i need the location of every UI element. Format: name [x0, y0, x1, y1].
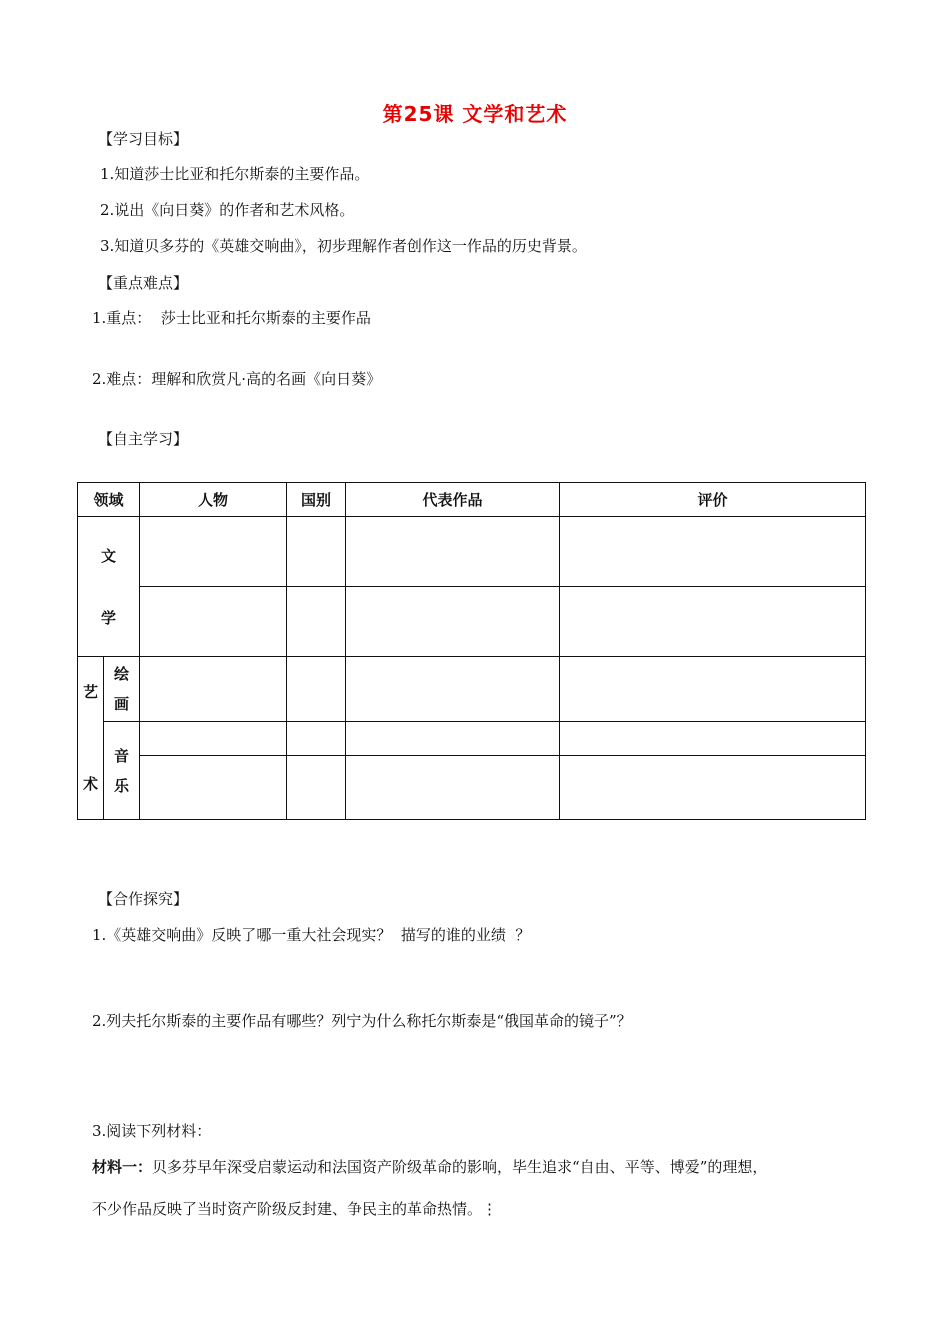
blank-cell[interactable] — [287, 587, 346, 657]
blank-cell[interactable] — [560, 756, 866, 820]
literature-char: 学 — [101, 608, 117, 627]
painting-char: 画 — [114, 695, 130, 713]
material-line-1: 贝多芬早年深受启蒙运动和法国资产阶级革命的影响，毕生追求“自由、平等、博爱”的理想， — [152, 1158, 768, 1176]
blank-cell[interactable] — [140, 517, 287, 587]
header-evaluation: 评价 — [560, 483, 866, 517]
music-char: 乐 — [114, 776, 130, 795]
header-person: 人物 — [140, 483, 287, 517]
blank-cell[interactable] — [140, 587, 287, 657]
self-study-heading: 【自主学习】 — [98, 430, 189, 448]
material-paragraph — [92, 1156, 767, 1177]
header-field: 领域 — [78, 483, 140, 517]
question-2: 2.列夫托尔斯泰的主要作品有哪些？列宁为什么称托尔斯泰是“俄国革命的镜子”？ — [92, 1012, 632, 1030]
literature-char: 文 — [101, 546, 117, 565]
art-label — [78, 657, 104, 820]
key-point: 1.重点： 莎士比亚和托尔斯泰的主要作品 — [92, 309, 371, 327]
page-title: 第25课 文学和艺术 — [382, 102, 568, 126]
music-char: 音 — [114, 746, 130, 765]
material-line-2: 不少作品反映了当时资产阶级反封建、争民主的革命热情。⋮ — [92, 1200, 498, 1218]
literature-label — [78, 517, 140, 657]
art-char: 术 — [82, 775, 98, 793]
question-1: 1.《英雄交响曲》反映了哪一重大社会现实？ 描写的谁的业绩 ？ — [92, 926, 531, 944]
objectives-heading: 【学习目标】 — [98, 130, 189, 148]
key-points-heading: 【重点难点】 — [98, 274, 189, 292]
difficult-point: 2.难点：理解和欣赏凡·高的名画《向日葵》 — [92, 370, 382, 388]
blank-cell[interactable] — [287, 657, 346, 722]
painting-label — [104, 657, 140, 722]
cooperation-heading: 【合作探究】 — [98, 890, 189, 908]
header-works: 代表作品 — [346, 483, 560, 517]
blank-cell[interactable] — [287, 722, 346, 756]
blank-cell[interactable] — [560, 657, 866, 722]
question-3: 3.阅读下列材料： — [92, 1122, 212, 1140]
blank-cell[interactable] — [560, 587, 866, 657]
blank-cell[interactable] — [140, 657, 287, 722]
material-label: 材料一： — [92, 1158, 153, 1176]
objective-item: 1.知道莎士比亚和托尔斯泰的主要作品。 — [100, 165, 370, 183]
blank-cell[interactable] — [287, 756, 346, 820]
music-label — [104, 722, 140, 820]
art-char: 艺 — [82, 683, 98, 701]
blank-cell[interactable] — [560, 722, 866, 756]
blank-cell[interactable] — [346, 587, 560, 657]
objective-item: 3.知道贝多芬的《英雄交响曲》，初步理解作者创作这一作品的历史背景。 — [100, 237, 587, 255]
objective-item: 2.说出《向日葵》的作者和艺术风格。 — [100, 201, 355, 219]
blank-cell[interactable] — [346, 517, 560, 587]
blank-cell[interactable] — [140, 756, 287, 820]
header-country: 国别 — [287, 483, 346, 517]
blank-cell[interactable] — [287, 517, 346, 587]
blank-cell[interactable] — [140, 722, 287, 756]
painting-char: 绘 — [114, 665, 130, 683]
blank-cell[interactable] — [346, 756, 560, 820]
blank-cell[interactable] — [346, 657, 560, 722]
self-study-table — [77, 482, 866, 820]
blank-cell[interactable] — [346, 722, 560, 756]
blank-cell[interactable] — [560, 517, 866, 587]
